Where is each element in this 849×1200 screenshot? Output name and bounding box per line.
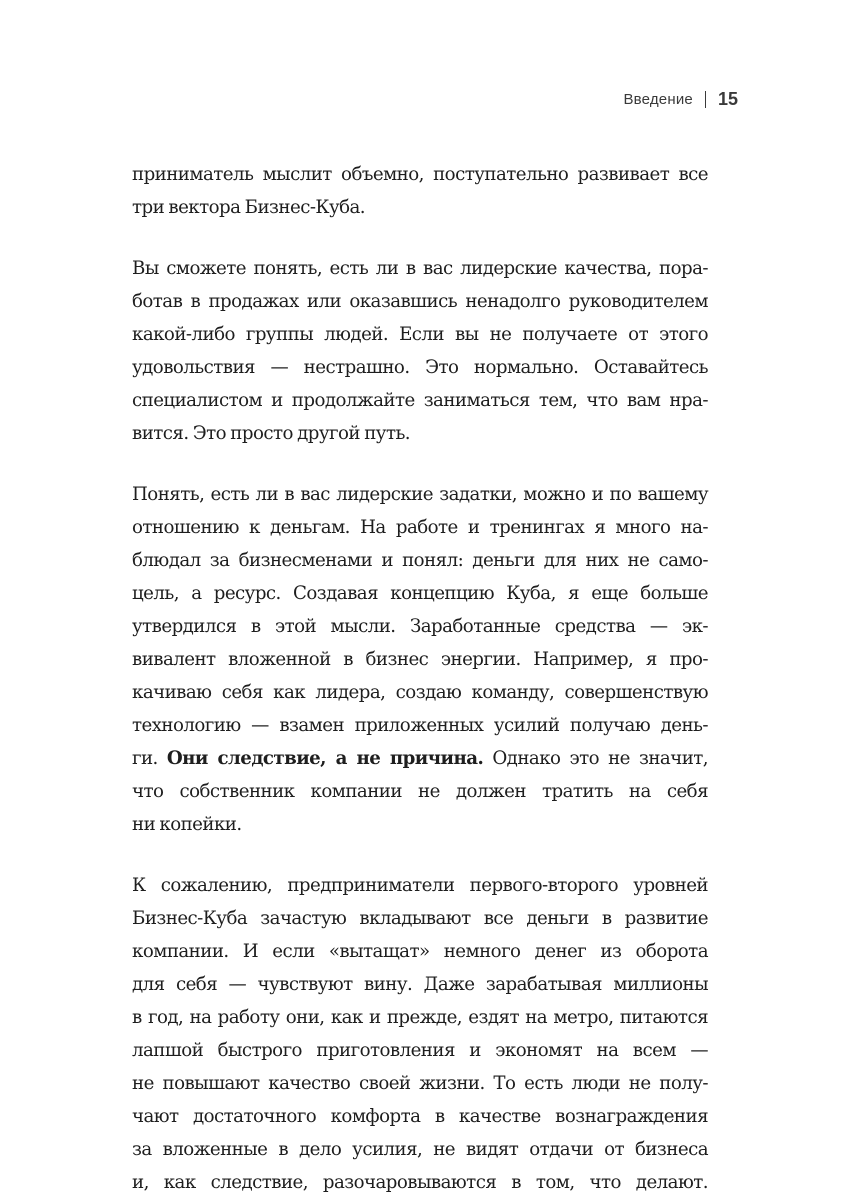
text-line: три вектора Бизнес-Куба. — [132, 197, 366, 218]
section-title: Введение — [623, 90, 693, 108]
text-line: утвердился в этой мысли. Заработанные средства — эк- — [132, 616, 708, 637]
text-line: ботав в продажах или оказавшись ненадолго руководителем — [132, 291, 708, 312]
text-line: компании. И если «вытащат» немного денег из оборота — [132, 941, 708, 962]
paragraph-2 — [132, 252, 708, 450]
text-line: технологию — взамен приложенных усилий получаю день- — [132, 715, 708, 736]
text-line: за вложенные в дело усилия, не видят отдачи от бизнеса — [132, 1139, 708, 1160]
text-line-with-emphasis — [132, 742, 708, 775]
text-line: в год, на работу они, как и прежде, ездят на метро, питаются — [132, 1007, 708, 1028]
paragraph-4 — [132, 869, 708, 1199]
running-header — [623, 86, 738, 112]
text-line: вится. Это просто другой путь. — [132, 423, 411, 444]
line-end: Однако это не значит, — [483, 748, 709, 769]
header-divider — [705, 91, 706, 108]
text-line: блюдал за бизнесменами и понял: деньги для них не само- — [132, 550, 708, 571]
text-line: качиваю себя как лидера, создаю команду, совершенствую — [132, 682, 708, 703]
paragraph-3 — [132, 478, 708, 841]
bold-emphasis: Они следствие, а не причина. — [166, 748, 484, 769]
text-line: вивалент вложенной в бизнес энергии. Например, я про- — [132, 649, 708, 670]
text-line: что собственник компании не должен тратить на себя — [132, 781, 708, 802]
text-line: не повышают качество своей жизни. То есть люди не полу- — [132, 1073, 708, 1094]
text-line: какой-либо группы людей. Если вы не получаете от этого — [132, 324, 708, 345]
text-line: и, как следствие, разочаровываются в том, что делают. — [132, 1172, 708, 1193]
body-text — [132, 158, 708, 1199]
text-line: для себя — чувствуют вину. Даже зарабатывая миллионы — [132, 974, 708, 995]
text-line: специалистом и продолжайте заниматься тем, что вам нра- — [132, 390, 708, 411]
text-line: чают достаточного комфорта в качестве вознаграждения — [132, 1106, 708, 1127]
paragraph-1 — [132, 158, 708, 224]
text-line: удовольствия — нестрашно. Это нормально. Оставайтесь — [132, 357, 708, 378]
text-line: приниматель мыслит объемно, поступательно развивает все — [132, 164, 708, 185]
text-line: Вы сможете понять, есть ли в вас лидерские качества, пора- — [132, 258, 708, 279]
line-start: ги. — [132, 748, 167, 769]
text-line: Бизнес-Куба зачастую вкладывают все деньги в развитие — [132, 908, 708, 929]
text-line: ни копейки. — [132, 814, 242, 835]
text-line: цель, а ресурс. Создавая концепцию Куба, я еще больше — [132, 583, 708, 604]
text-line: Понять, есть ли в вас лидерские задатки, можно и по вашему — [132, 484, 708, 505]
text-line: лапшой быстрого приготовления и экономят на всем — — [132, 1040, 708, 1061]
text-line: К сожалению, предприниматели первого-второго уровней — [132, 875, 708, 896]
page-number: 15 — [717, 88, 738, 109]
text-line: отношению к деньгам. На работе и тренингах я много на- — [132, 517, 708, 538]
